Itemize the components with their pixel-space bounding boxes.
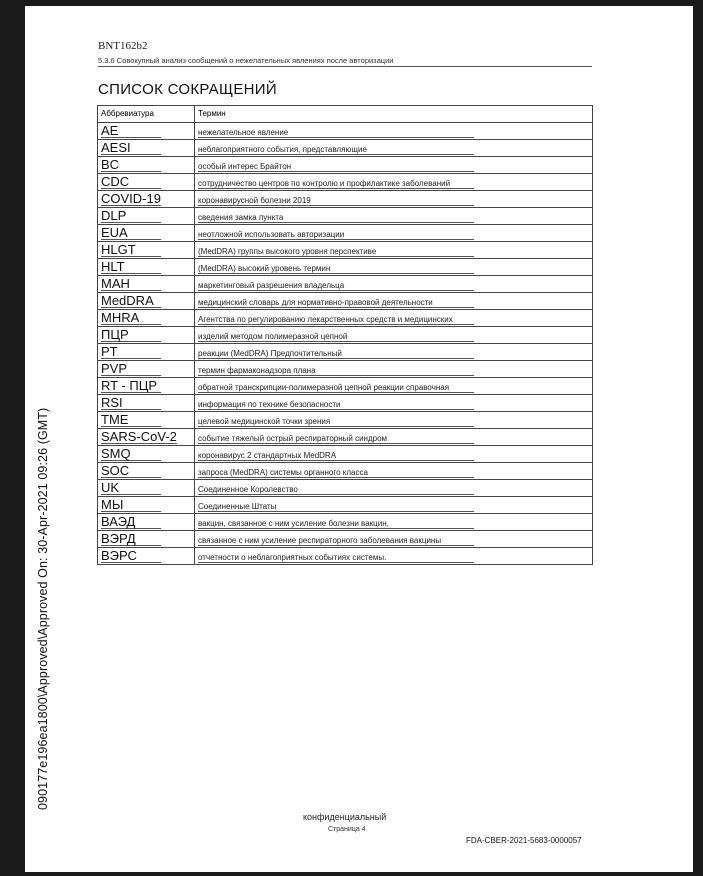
abbreviation-text: ВЭРС (101, 549, 161, 563)
abbreviation-cell (98, 327, 195, 344)
term-text: маркетинговый разрешения владельца (198, 282, 474, 291)
page-heading: СПИСОК СОКРАЩЕНИЙ (98, 81, 277, 98)
term-text: отчетности о неблагоприятных событиях системы. (198, 554, 474, 563)
table-row (98, 548, 593, 565)
header-term: Термин (195, 106, 593, 123)
term-cell (195, 514, 593, 531)
abbreviation-cell (98, 157, 195, 174)
abbreviation-cell (98, 259, 195, 276)
abbreviation-cell (98, 497, 195, 514)
table-row (98, 429, 593, 446)
abbreviation-cell (98, 242, 195, 259)
term-cell (195, 412, 593, 429)
term-text: целевой медицинской точки зрения (198, 418, 474, 427)
term-cell (195, 480, 593, 497)
table-row (98, 463, 593, 480)
abbreviation-cell (98, 293, 195, 310)
table-row (98, 412, 593, 429)
term-text: событие тяжелый острый респираторный синдром (198, 435, 474, 444)
table-row (98, 174, 593, 191)
abbreviation-cell (98, 225, 195, 242)
abbreviation-text: HLT (101, 260, 161, 274)
table-row (98, 378, 593, 395)
term-cell (195, 446, 593, 463)
page-number: Страница 4 (328, 826, 366, 833)
abbreviation-text: ПЦР (101, 328, 161, 342)
abbreviation-text: ВАЭД (101, 515, 161, 529)
term-cell (195, 463, 593, 480)
term-cell (195, 361, 593, 378)
table-row (98, 242, 593, 259)
abbreviation-cell (98, 140, 195, 157)
term-text: сотрудничество центров по контролю и профилактике заболеваний (198, 180, 474, 189)
abbreviation-text: AESI (101, 141, 161, 155)
term-text: связанное с ним усиление респираторного заболевания вакцины (198, 537, 474, 546)
abbreviation-cell (98, 174, 195, 191)
abbreviation-cell (98, 412, 195, 429)
abbreviation-cell (98, 514, 195, 531)
abbreviation-text: RT - ПЦР (101, 379, 161, 393)
table-header-row (98, 106, 593, 123)
abbreviation-text: RSI (101, 396, 161, 410)
term-text: медицинский словарь для нормативно-правовой деятельности (198, 299, 474, 308)
approval-stamp: 090177e196ea1800\Approved\Approved On: 30-Apr-2021 09:26 (GMT) (36, 407, 50, 810)
abbreviation-text: AE (101, 124, 161, 138)
table-row (98, 361, 593, 378)
abbreviation-cell (98, 208, 195, 225)
abbreviation-cell (98, 276, 195, 293)
abbreviation-text: SARS-CoV-2 (101, 429, 177, 444)
table-row (98, 140, 593, 157)
table-row (98, 225, 593, 242)
term-text: Соединенное Королевство (198, 486, 474, 495)
term-cell (195, 378, 593, 395)
term-cell (195, 191, 593, 208)
abbreviation-cell (98, 344, 195, 361)
abbreviation-cell (98, 446, 195, 463)
term-cell (195, 157, 593, 174)
abbreviations-table (97, 105, 593, 565)
table-row (98, 191, 593, 208)
term-text: Соединенные Штаты (198, 503, 474, 512)
table-row (98, 446, 593, 463)
term-text: коронавирусной болезни 2019 (198, 197, 474, 206)
term-cell (195, 123, 593, 140)
section-title: 5.3.6 Совокупный анализ сообщений о нежелательных явлениях после авторизации (98, 56, 592, 67)
term-text: неблагоприятного события, представляющие (198, 146, 474, 155)
document-code: BNT162b2 (98, 40, 148, 52)
table-row (98, 395, 593, 412)
term-cell (195, 174, 593, 191)
header-abbreviation: Аббревиатура (98, 106, 195, 123)
term-text: запроса (MedDRA) системы органного класса (198, 469, 474, 478)
abbreviation-text: PT (101, 345, 161, 359)
abbreviation-cell (98, 395, 195, 412)
abbreviation-text: UK (101, 481, 161, 495)
abbreviation-text: MHRA (101, 311, 161, 325)
abbreviation-cell (98, 378, 195, 395)
abbreviation-text: CDC (101, 175, 161, 189)
table-row (98, 514, 593, 531)
table-row (98, 157, 593, 174)
abbreviation-text: МЫ (101, 498, 161, 512)
table-row (98, 310, 593, 327)
document-id: FDA-CBER-2021-5683-0000057 (466, 836, 582, 845)
term-cell (195, 344, 593, 361)
abbreviation-text: DLP (101, 209, 161, 223)
term-cell (195, 548, 593, 565)
table-row (98, 208, 593, 225)
abbreviation-cell (98, 191, 195, 208)
term-text: обратной транскрипции-полимеразной цепной реакции справочная (198, 384, 474, 393)
abbreviation-cell (98, 463, 195, 480)
term-cell (195, 276, 593, 293)
term-text: особый интерес Брайтон (198, 163, 474, 172)
term-text: неотложной использовать авторизации (198, 231, 474, 240)
term-cell (195, 242, 593, 259)
term-cell (195, 310, 593, 327)
abbreviation-cell (98, 548, 195, 565)
term-text: вакцин, связанное с ним усиление болезни вакцин, (198, 520, 474, 529)
table-row (98, 327, 593, 344)
abbreviation-text: SMQ (101, 447, 161, 461)
term-text: изделий методом полимеразной цепной (198, 333, 474, 342)
confidential-label: конфиденциальный (303, 812, 387, 822)
abbreviation-text: MAH (101, 277, 161, 291)
abbreviation-cell (98, 480, 195, 497)
abbreviation-cell (98, 361, 195, 378)
term-text: термин фармаконадзора плана (198, 367, 474, 376)
term-text: информация по технике безопасности (198, 401, 474, 410)
term-text: нежелательное явление (198, 129, 474, 138)
term-text: (MedDRA) группы высокого уровня перспективе (198, 248, 474, 257)
term-cell (195, 140, 593, 157)
term-cell (195, 429, 593, 446)
abbreviation-cell (98, 531, 195, 548)
term-cell (195, 225, 593, 242)
term-text: сведения замка пункта (198, 214, 474, 223)
term-text: коронавирус 2 стандартных MedDRA (198, 452, 474, 461)
table-row (98, 123, 593, 140)
abbreviation-cell (98, 123, 195, 140)
abbreviation-text: TME (101, 413, 161, 427)
abbreviation-cell (98, 429, 195, 446)
term-text: (MedDRA) высокий уровень термин (198, 265, 474, 274)
term-text: Агентства по регулированию лекарственных средств и медицинских (198, 316, 474, 325)
term-text: реакции (MedDRA) Предпочтительный (198, 350, 474, 359)
abbreviation-cell (98, 310, 195, 327)
table-row (98, 344, 593, 361)
abbreviation-text: COVID-19 (101, 191, 161, 206)
table-row (98, 497, 593, 514)
table-row (98, 480, 593, 497)
table-row (98, 276, 593, 293)
term-cell (195, 395, 593, 412)
term-cell (195, 531, 593, 548)
term-cell (195, 208, 593, 225)
abbreviation-text: HLGT (101, 243, 161, 257)
term-cell (195, 293, 593, 310)
table-row (98, 531, 593, 548)
term-cell (195, 259, 593, 276)
term-cell (195, 327, 593, 344)
abbreviation-text: SOC (101, 464, 161, 478)
abbreviation-text: BC (101, 158, 161, 172)
abbreviation-text: MedDRA (101, 294, 161, 308)
table-row (98, 293, 593, 310)
table-row (98, 259, 593, 276)
abbreviation-text: ВЭРД (101, 532, 161, 546)
abbreviation-text: EUA (101, 226, 161, 240)
abbreviation-text: PVP (101, 362, 161, 376)
term-cell (195, 497, 593, 514)
